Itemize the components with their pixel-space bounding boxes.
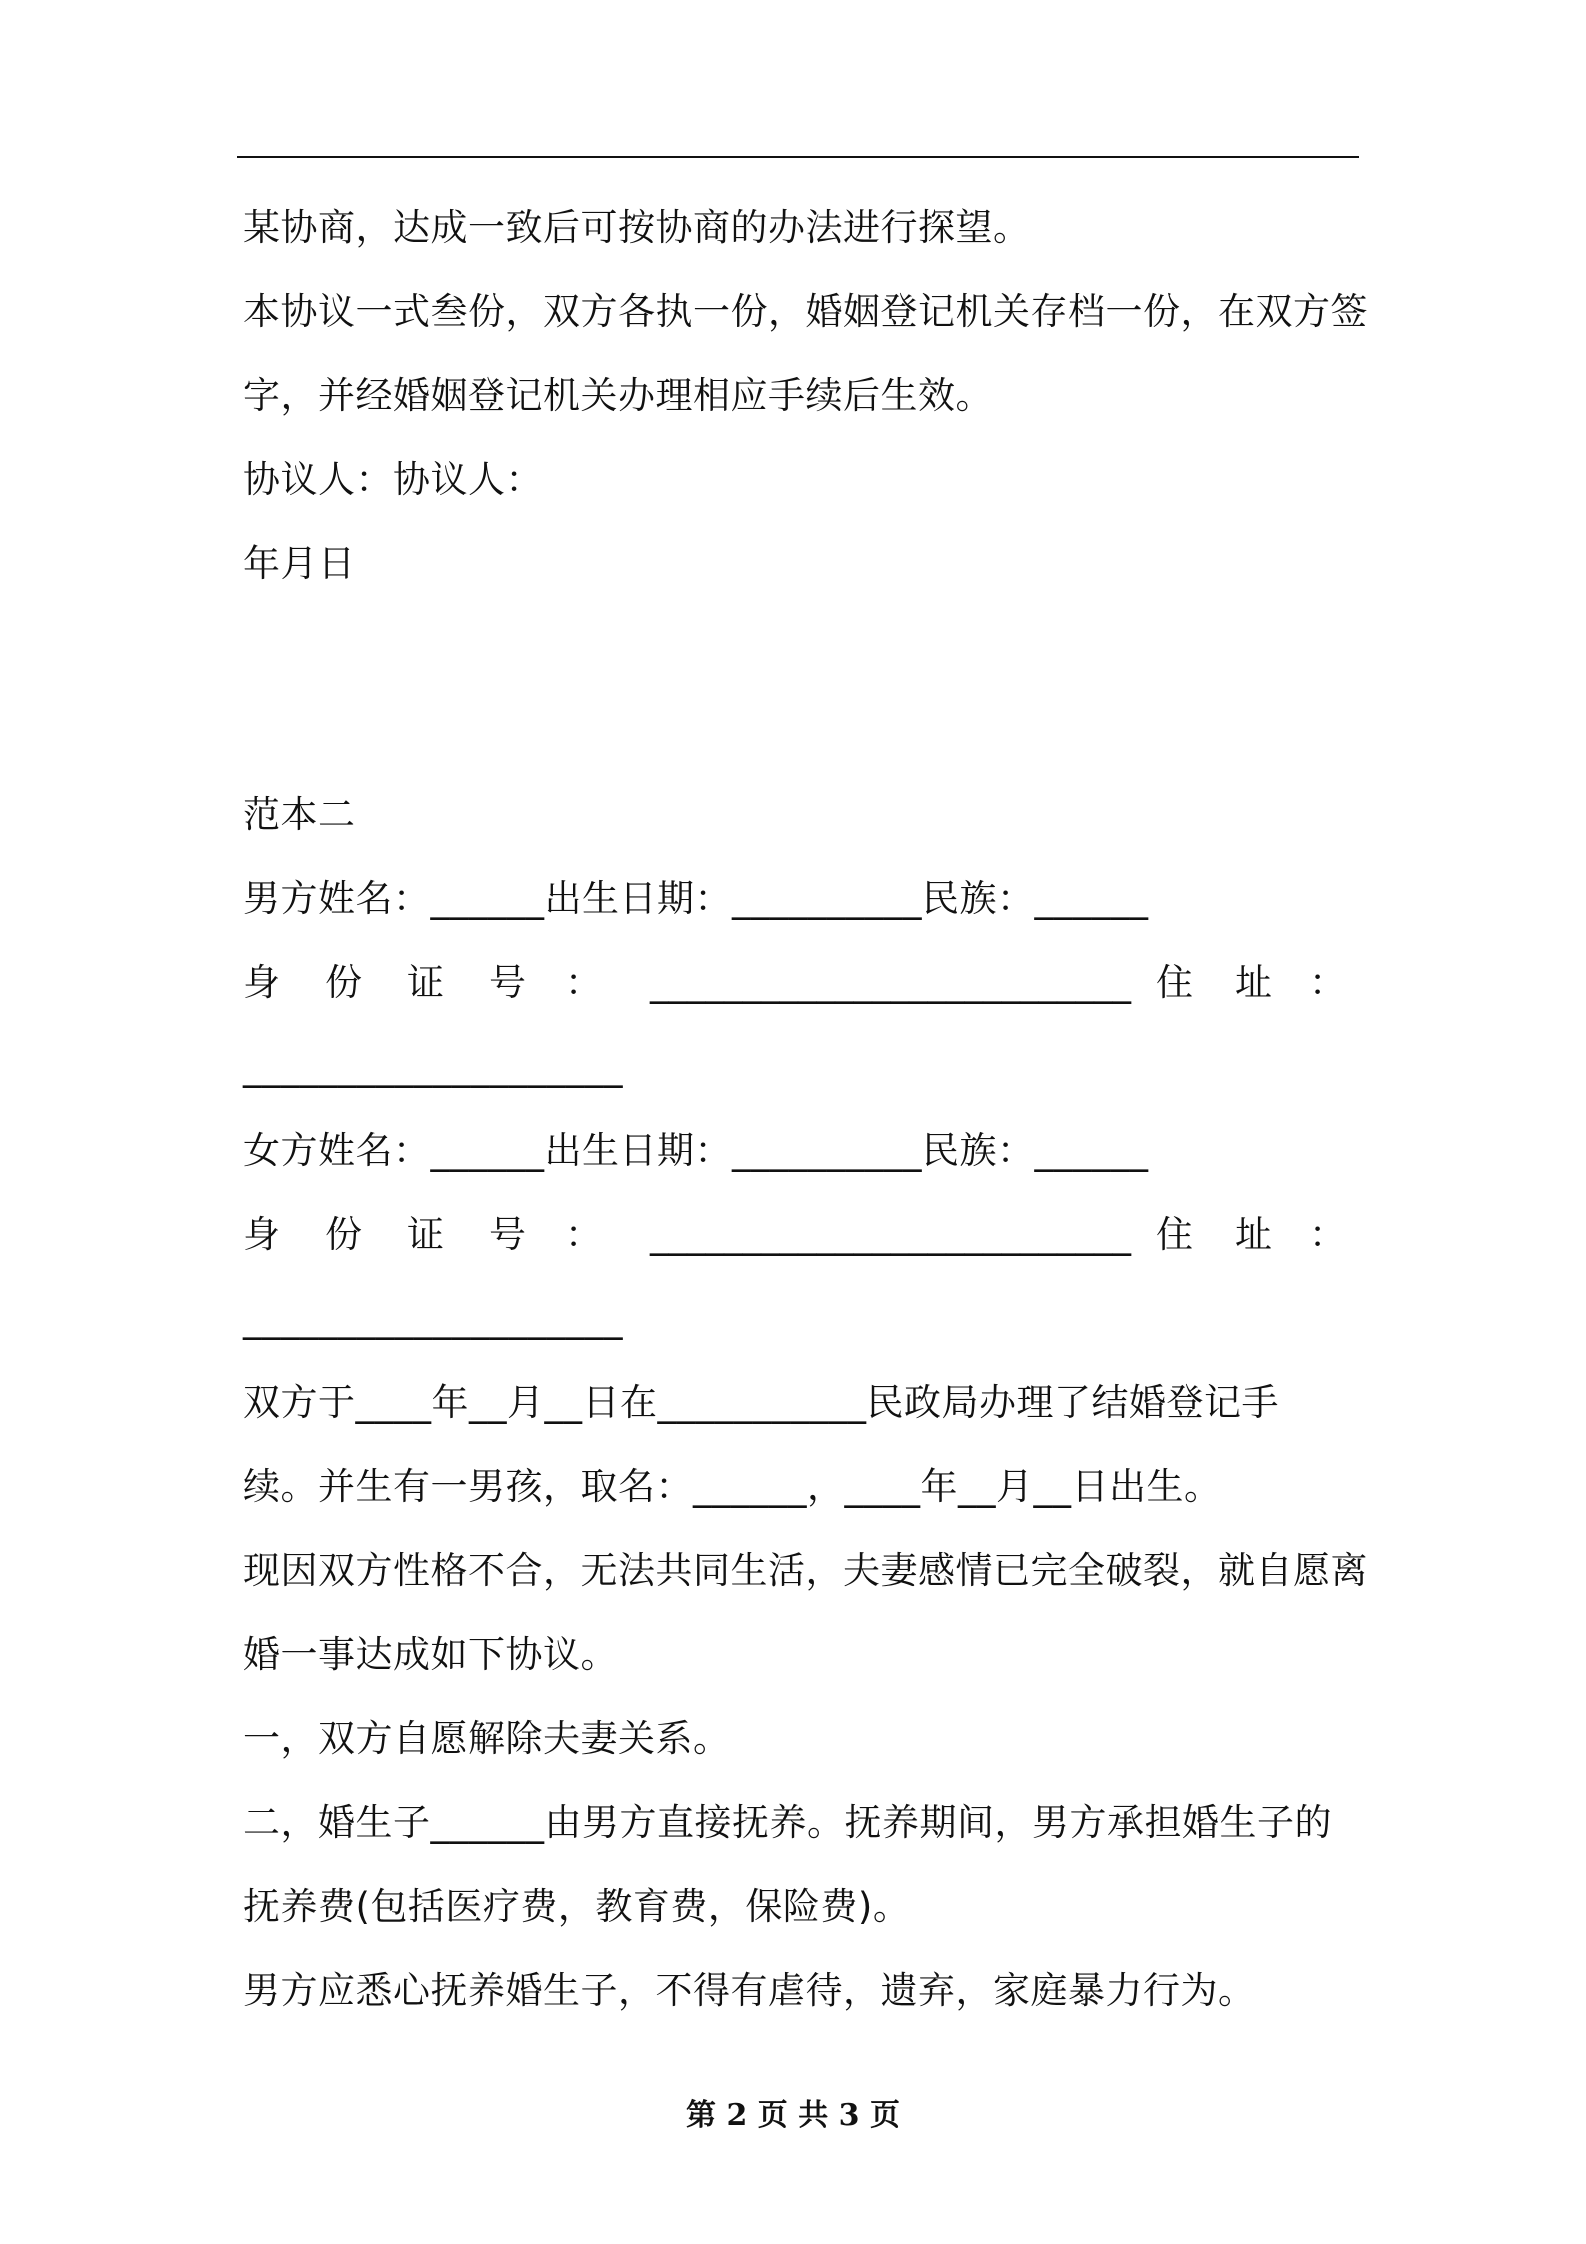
id-char: 证 (407, 1213, 444, 1256)
address-char: 址 (1235, 1213, 1272, 1256)
paragraph-line: 本协议一式叁份，双方各执一份，婚姻登记机关存档一份，在双方签 (243, 290, 1368, 333)
clause-line: 二，婚生子______由男方直接抚养。抚养期间，男方承担婚生子的 (243, 1801, 1332, 1844)
id-char: 号 (489, 961, 526, 1004)
id-char: 号 (489, 1213, 526, 1256)
address-colon: ： (1309, 1213, 1346, 1256)
address-char: 住 (1156, 961, 1193, 1004)
signatory-line: 协议人：协议人： (243, 458, 543, 501)
header-rule (237, 156, 1359, 158)
paragraph-line: 某协商，达成一致后可按协商的办法进行探望。 (243, 206, 1031, 249)
clause-line: 男方应悉心抚养婚生子，不得有虐待，遗弃，家庭暴力行为。 (243, 1969, 1256, 2012)
clause-line: 一，双方自愿解除夫妻关系。 (243, 1717, 731, 1760)
id-char: 身 (243, 1213, 280, 1256)
date-line: 年月日 (243, 542, 356, 585)
paragraph-line: 字，并经婚姻登记机关办理相应手续后生效。 (243, 374, 993, 417)
paragraph-line: 婚一事达成如下协议。 (243, 1633, 618, 1676)
address-char: 址 (1235, 961, 1272, 1004)
id-blank: __________________________ (650, 961, 1131, 1004)
address-blank-line: ____________________ (243, 1045, 623, 1088)
male-info-line: 男方姓名：______出生日期：__________民族：______ (243, 877, 1149, 920)
id-char: 证 (407, 961, 444, 1004)
id-colon: ： (565, 961, 602, 1004)
address-char: 住 (1156, 1213, 1193, 1256)
id-colon: ： (565, 1213, 602, 1256)
id-char: 份 (325, 1213, 362, 1256)
paragraph-line: 现因双方性格不合，无法共同生活，夫妻感情已完全破裂，就自愿离 (243, 1549, 1368, 1592)
address-colon: ： (1309, 961, 1346, 1004)
female-id-line (243, 1213, 1347, 1697)
id-char: 份 (325, 961, 362, 1004)
page-number: 第 2 页 共 3 页 (686, 2098, 900, 2133)
id-blank: __________________________ (650, 1213, 1131, 1256)
section-heading: 范本二 (243, 793, 356, 836)
paragraph-line: 续。并生有一男孩，取名：______，____年__月__日出生。 (243, 1465, 1222, 1508)
clause-line: 抚养费(包括医疗费，教育费，保险费)。 (243, 1885, 911, 1928)
id-char: 身 (243, 961, 280, 1004)
address-blank-line: ____________________ (243, 1297, 623, 1340)
paragraph-line: 双方于____年__月__日在___________民政局办理了结婚登记手 (243, 1381, 1279, 1424)
female-info-line: 女方姓名：______出生日期：__________民族：______ (243, 1129, 1149, 1172)
